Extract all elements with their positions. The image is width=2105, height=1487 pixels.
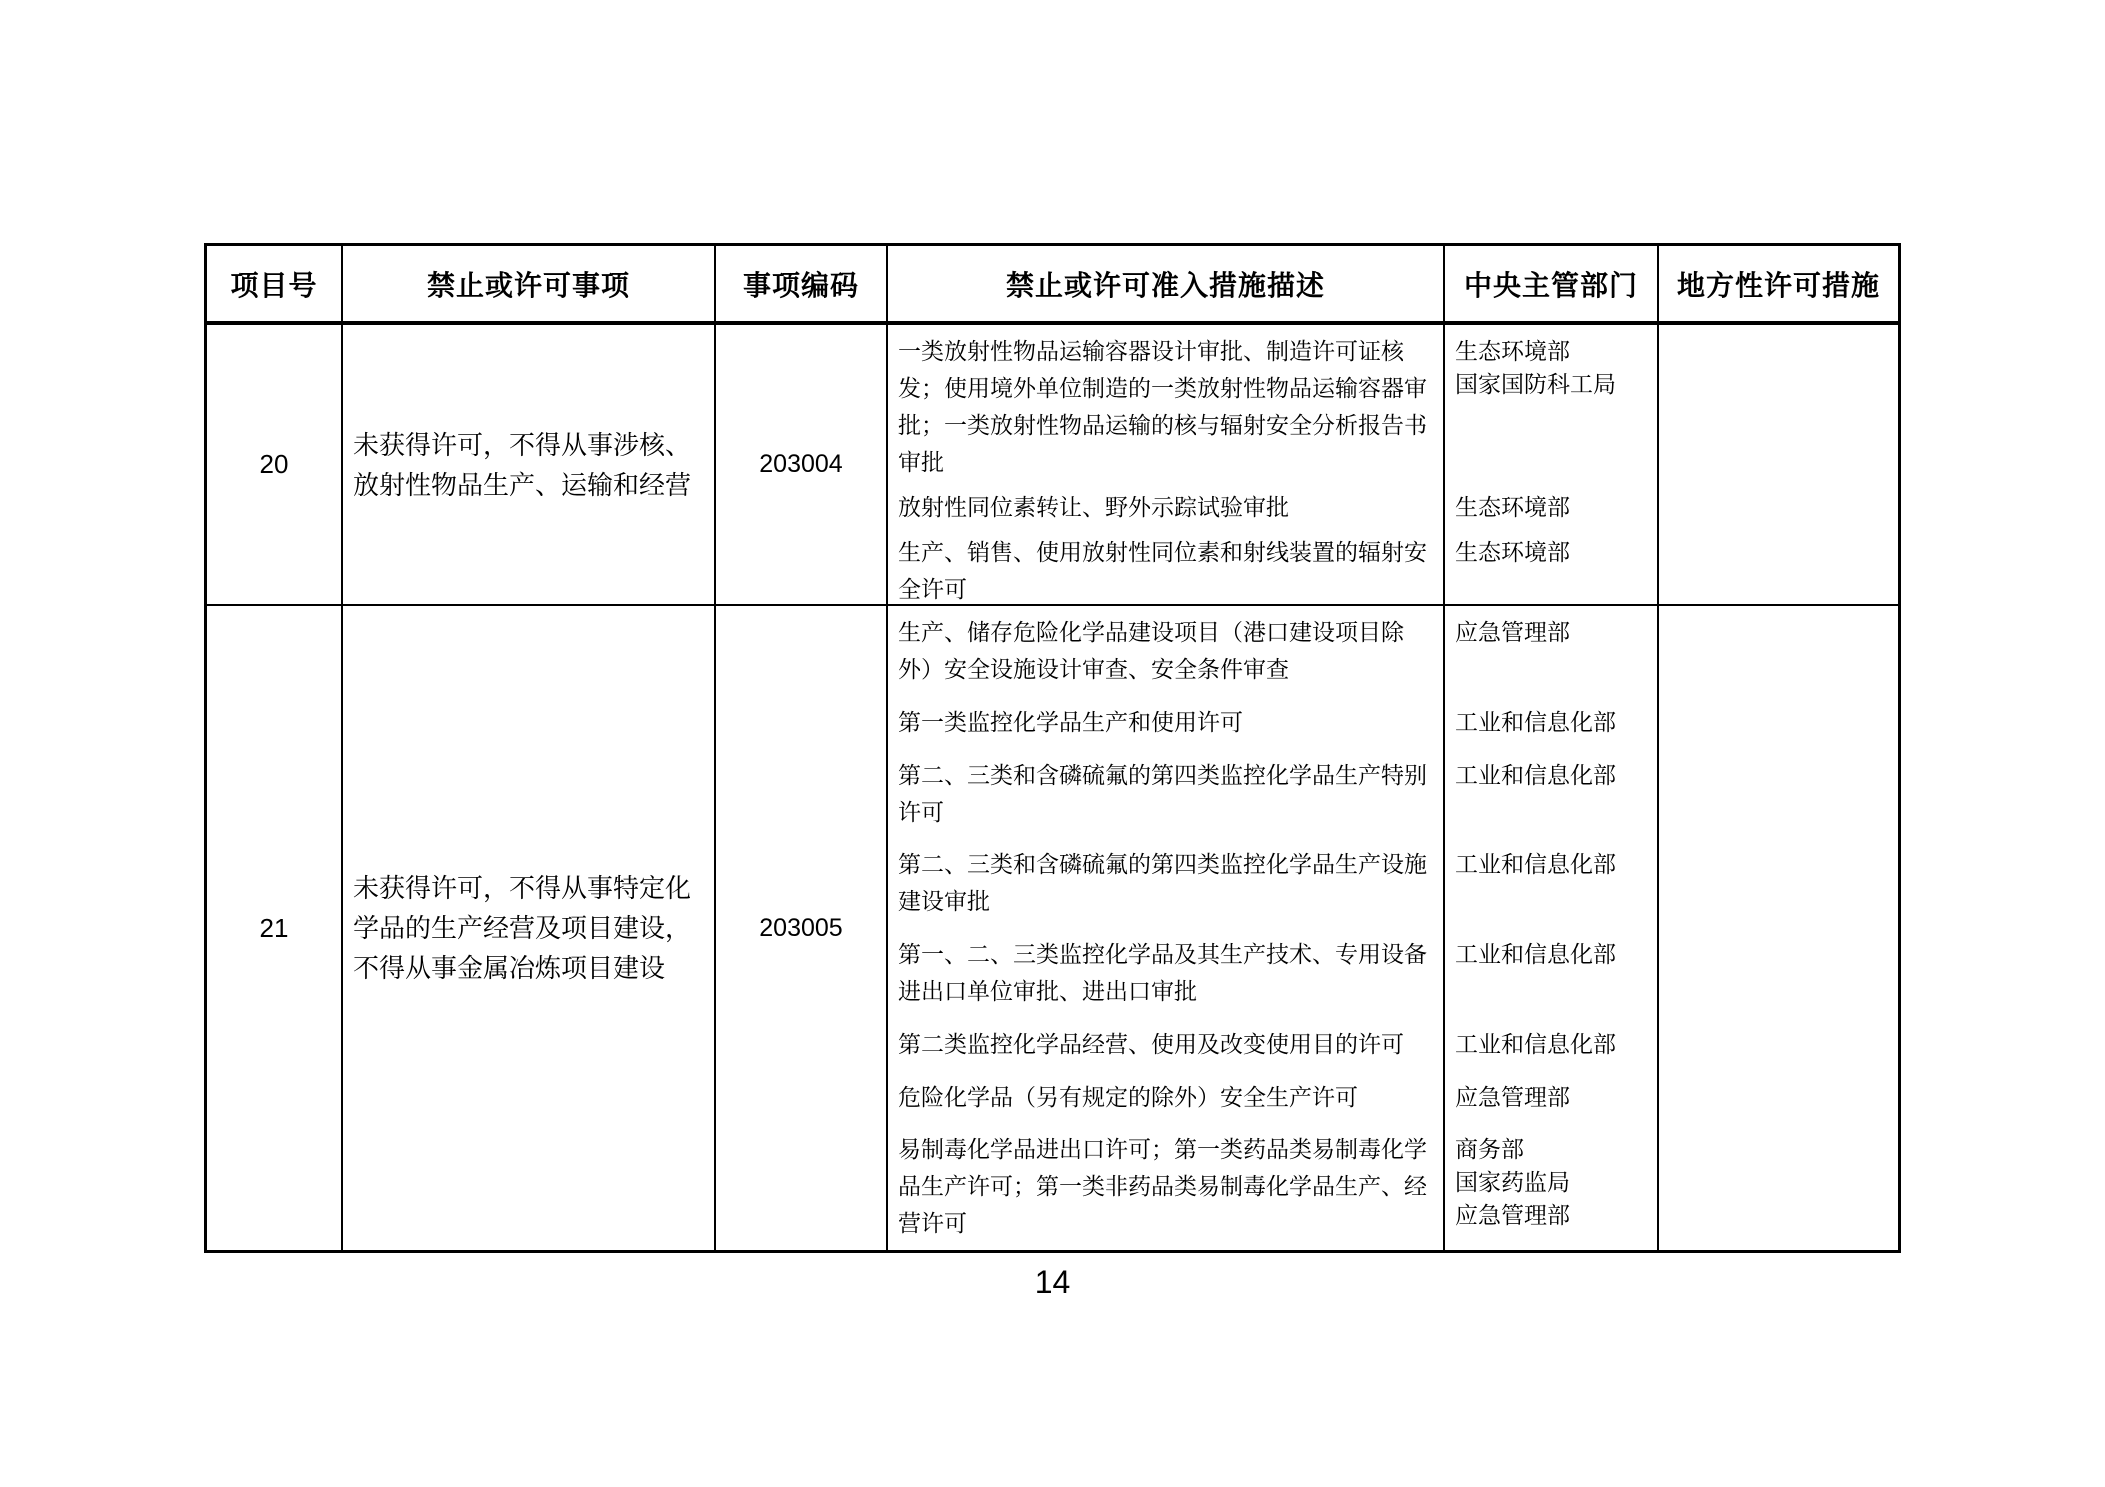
measure-description: 生产、储存危险化学品建设项目（港口建设项目除外）安全设施设计审查、安全条件审查 — [898, 619, 1404, 682]
table-row — [207, 325, 1898, 604]
header-local-measures: 地方性许可措施 — [1657, 246, 1898, 321]
measure-description: 危险化学品（另有规定的除外）安全生产许可 — [898, 1083, 1358, 1110]
code-cell: 203005 — [714, 606, 886, 1250]
department-name: 应急管理部 — [1455, 1202, 1570, 1229]
page-number: 14 — [1034, 1264, 1071, 1300]
measure-row — [888, 696, 1657, 749]
central-department — [1443, 749, 1657, 839]
measure-description: 易制毒化学品进出口许可；第一类药品类易制毒化学品生产许可；第一类非药品类易制毒化学品生产、经营许可 — [898, 1136, 1427, 1237]
department-name: 工业和信息化部 — [1455, 1030, 1616, 1057]
table-header-row — [207, 246, 1898, 325]
department-name: 应急管理部 — [1455, 619, 1570, 645]
measure-description: 生产、销售、使用放射性同位素和射线装置的辐射安全许可 — [898, 539, 1427, 602]
header-item-no: 项目号 — [230, 269, 318, 301]
measure-row — [888, 1123, 1657, 1250]
measure-row — [888, 838, 1657, 928]
measure-row — [888, 325, 1657, 481]
matter-cell — [341, 606, 714, 1250]
measure-row — [888, 749, 1657, 839]
measure-row — [888, 1071, 1657, 1124]
item-no-cell: 20 — [259, 449, 289, 479]
measure-description: 第二类监控化学品经营、使用及改变使用目的许可 — [898, 1030, 1404, 1057]
central-department — [1443, 1071, 1657, 1124]
measure-row — [888, 481, 1657, 526]
measure-row — [888, 1018, 1657, 1071]
measure-row — [888, 606, 1657, 696]
measure-row — [888, 526, 1657, 604]
matter-text: 未获得许可，不得从事特定化学品的生产经营及项目建设，不得从事金属冶炼项目建设 — [353, 873, 692, 983]
department-name: 生态环境部 — [1455, 539, 1570, 565]
department-name: 工业和信息化部 — [1455, 761, 1616, 788]
measures-cell — [886, 325, 1657, 604]
measure-description: 一类放射性物品运输容器设计审批、制造许可证核发；使用境外单位制造的一类放射性物品运输容器审批；一类放射性物品运输的核与辐射安全分析报告书审批 — [898, 338, 1427, 475]
measures-cell — [886, 606, 1657, 1250]
department-name: 工业和信息化部 — [1455, 941, 1616, 967]
central-department — [1443, 1123, 1657, 1250]
measure-description: 第一类监控化学品生产和使用许可 — [898, 708, 1243, 735]
department-name: 商务部 — [1455, 1136, 1524, 1163]
department-name: 工业和信息化部 — [1455, 708, 1616, 735]
central-department — [1443, 1018, 1657, 1071]
local-measures-cell — [1657, 325, 1898, 604]
department-name: 生态环境部 — [1455, 338, 1570, 364]
measure-description: 放射性同位素转让、野外示踪试验审批 — [898, 494, 1289, 520]
item-no-cell: 21 — [259, 912, 289, 943]
header-measure-description: 禁止或许可准入措施描述 — [886, 246, 1443, 321]
measure-description: 第二、三类和含磷硫氟的第四类监控化学品生产特别许可 — [898, 761, 1427, 825]
department-name: 工业和信息化部 — [1455, 851, 1616, 878]
code-cell: 203004 — [714, 325, 886, 604]
central-department — [1443, 526, 1657, 604]
measure-description: 第一、二、三类监控化学品及其生产技术、专用设备进出口单位审批、进出口审批 — [898, 941, 1427, 1004]
department-name: 应急管理部 — [1455, 1083, 1570, 1110]
header-code: 事项编码 — [714, 246, 886, 321]
department-name: 国家药监局 — [1455, 1169, 1570, 1196]
department-name: 国家国防科工局 — [1455, 371, 1616, 397]
central-department — [1443, 325, 1657, 481]
table-row — [207, 604, 1898, 1250]
matter-text: 未获得许可，不得从事涉核、放射性物品生产、运输和经营 — [353, 429, 692, 500]
central-department — [1443, 606, 1657, 696]
measure-row — [888, 928, 1657, 1018]
matter-cell — [341, 325, 714, 604]
header-matter: 禁止或许可事项 — [341, 246, 714, 321]
central-department — [1443, 696, 1657, 749]
central-department — [1443, 838, 1657, 928]
department-name: 生态环境部 — [1455, 494, 1570, 520]
central-department — [1443, 481, 1657, 526]
central-department — [1443, 928, 1657, 1018]
local-measures-cell — [1657, 606, 1898, 1250]
measures-table — [204, 243, 1901, 1253]
measure-description: 第二、三类和含磷硫氟的第四类监控化学品生产设施建设审批 — [898, 851, 1427, 915]
header-central-department: 中央主管部门 — [1443, 246, 1657, 321]
